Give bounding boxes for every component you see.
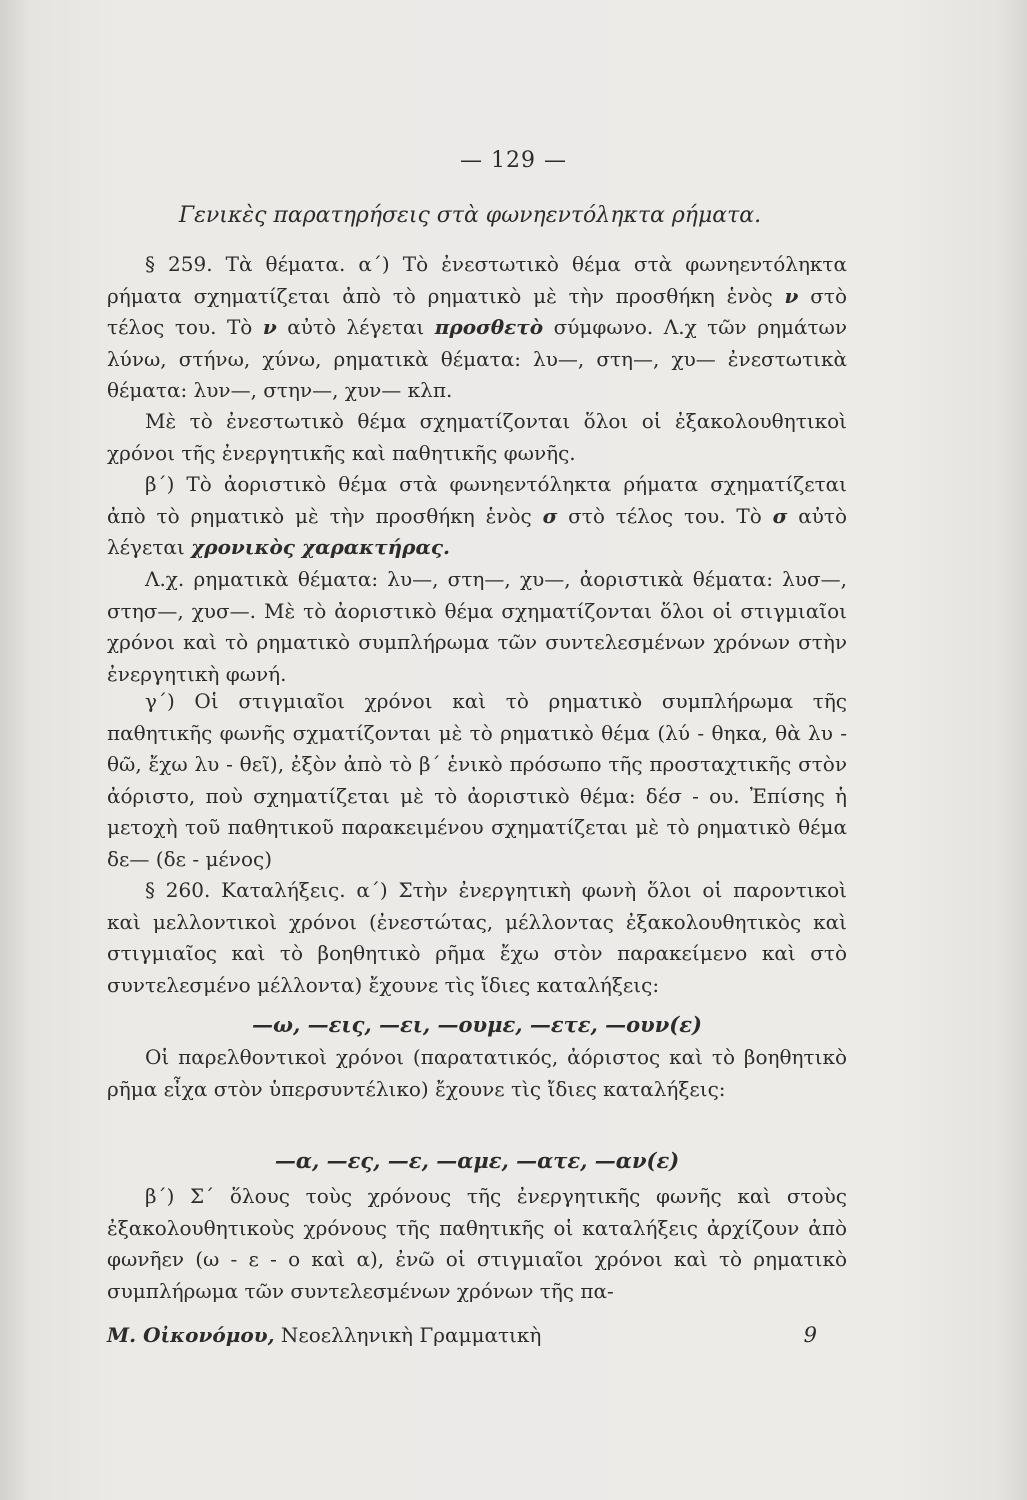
endings-present: —ω, —εις, —ει, —ουμε, —ετε, —ουν(ε)	[252, 1012, 702, 1037]
page-footer	[107, 1323, 847, 1347]
paragraph-259-d: Λ.χ. ρηματικὰ θέματα: λυ—, στη—, χυ—, ἀοριστικὰ θέματα: λυσ—, στησ—, χυσ—. Μὲ τὸ ἀοριστικὸ θέμα σχηματίζονται ὅλοι οἱ στιγμιαῖοι χρόνοι καὶ τὸ ρηματικὸ συμπλήρωμα τῶν συντελεσμένων χρόνων στὴν ἐνεργητικὴ φωνή.	[107, 567, 847, 686]
section-heading: Γενικὲς παρατηρήσεις στὰ φωνηεντόληκτα ρήματα.	[178, 203, 762, 228]
footer-author: Μ. Οἰκονόμου,	[107, 1323, 275, 1347]
paragraph-260-b: Οἱ παρελθοντικοὶ χρόνοι (παρατατικός, ἀόριστος καὶ τὸ βοηθητικὸ ρῆμα εἶχα στὸν ὑπερσυντέλικο) ἔχουνε τὶς ἴδιες καταλήξεις:	[107, 1045, 847, 1101]
endings-past: —α, —ες, —ε, —αμε, —ατε, —αν(ε)	[274, 1148, 680, 1173]
paragraph-259-e: γ΄) Οἱ στιγμιαῖοι χρόνοι καὶ τὸ ρηματικὸ συμπλήρωμα τῆς παθητικῆς φωνῆς σχματίζονται μὲ τὸ ρηματικὸ θέμα (λύ - θηκα, θὰ λυ - θῶ, ἔχω λυ - θεῖ), ἐξὸν ἀπὸ τὸ β΄ ἑνικὸ πρόσωπο τῆς προσταχτικῆς στὸν ἀόριστο, ποὺ σχηματίζεται μὲ τὸ ἀοριστικὸ θέμα: δέσ - ου. Ἐπίσης ἡ μετοχὴ τοῦ παθητικοῦ παρακειμένου σχηματίζεται μὲ τὸ ρηματικὸ θέμα δε— (δε - μένος)	[107, 689, 847, 871]
text-run: στὸ τέλος του. Τὸ	[557, 503, 773, 528]
text-run: β΄) Τὸ ἀοριστικὸ θέμα στὰ φωνηεντόληκτα ρήματα σχηματίζεται ἀπὸ τὸ ρηματικὸ μὲ τὴν προσθήκη ἑνὸς	[107, 472, 847, 528]
paragraph-259-c	[107, 469, 847, 564]
text-run: αὐτὸ λέγεται	[276, 315, 435, 339]
letter-sigma: σ	[772, 503, 788, 528]
term-prosthetо: προσθετὸ	[434, 315, 544, 339]
paragraph-260-a: § 260. Καταλήξεις. α΄) Στὴν ἐνεργητικὴ φωνὴ ὅλοι οἱ παροντικοὶ καὶ μελλοντικοὶ χρόνοι (ἐνεστώτας, μέλλοντας ἐξακολουθητικὸς καὶ στιγμιαῖος καὶ τὸ βοηθητικὸ ρῆμα ἔχω στὸν παρακείμενο καὶ στὸ συντελεσμένο μέλλοντα) ἔχουνε τὶς ἴδιες καταλήξεις:	[107, 878, 847, 997]
paragraph-259-b: Μὲ τὸ ἐνεστωτικὸ θέμα σχηματίζονται ὅλοι οἱ ἐξακολουθητικοὶ χρόνοι τῆς ἐνεργητικῆς καὶ παθητικῆς φωνῆς.	[107, 409, 847, 465]
paragraph-260-c: β΄) Σ΄ ὅλους τοὺς χρόνους τῆς ἐνεργητικῆς φωνῆς καὶ στοὺς ἐξακολουθητικοὺς χρόνους τῆς παθητικῆς οἱ καταλήξεις ἀρχίζουν ἀπὸ φωνῆεν (ω - ε - ο καὶ α), ἐνῶ οἱ στιγμιαῖοι χρόνοι καὶ τὸ ρηματικὸ συμπλήρωμα τῶν συντελεσμένων χρόνων τῆς πα-	[107, 1184, 847, 1303]
text-run: σύμφωνο. Λ.χ τῶν ρημάτων λύνω, στήνω, χύνω, ρηματικὰ θέματα: λυ—, στη—, χυ— ἐνεστωτικὰ θέματα: λυν—, στην—, χυν— κλπ.	[107, 315, 847, 402]
text-run: § 259. Τὰ θέματα. α΄) Τὸ ἐνεστωτικὸ θέμα στὰ φωνηεντόληκτα ρήματα σχηματίζεται ἀπὸ τὸ ρηματικὸ μὲ τὴν προσθήκη ἑνὸς	[107, 252, 847, 308]
letter-sigma: σ	[542, 503, 558, 528]
page-number: — 129 —	[460, 148, 567, 173]
signature-mark: 9	[803, 1323, 817, 1347]
paragraph-259-a	[107, 249, 847, 407]
letter-nu: ν	[262, 315, 277, 339]
text-run: στὸ τέλος του. Τὸ	[107, 283, 847, 339]
text-run: αὐτὸ λέγεται	[107, 503, 847, 559]
footer-title: Νεοελληνικὴ Γραμματικὴ	[274, 1323, 542, 1347]
term-chronikos: χρονικὸς χαρακτήρας.	[191, 535, 451, 559]
letter-nu: ν	[784, 283, 799, 308]
